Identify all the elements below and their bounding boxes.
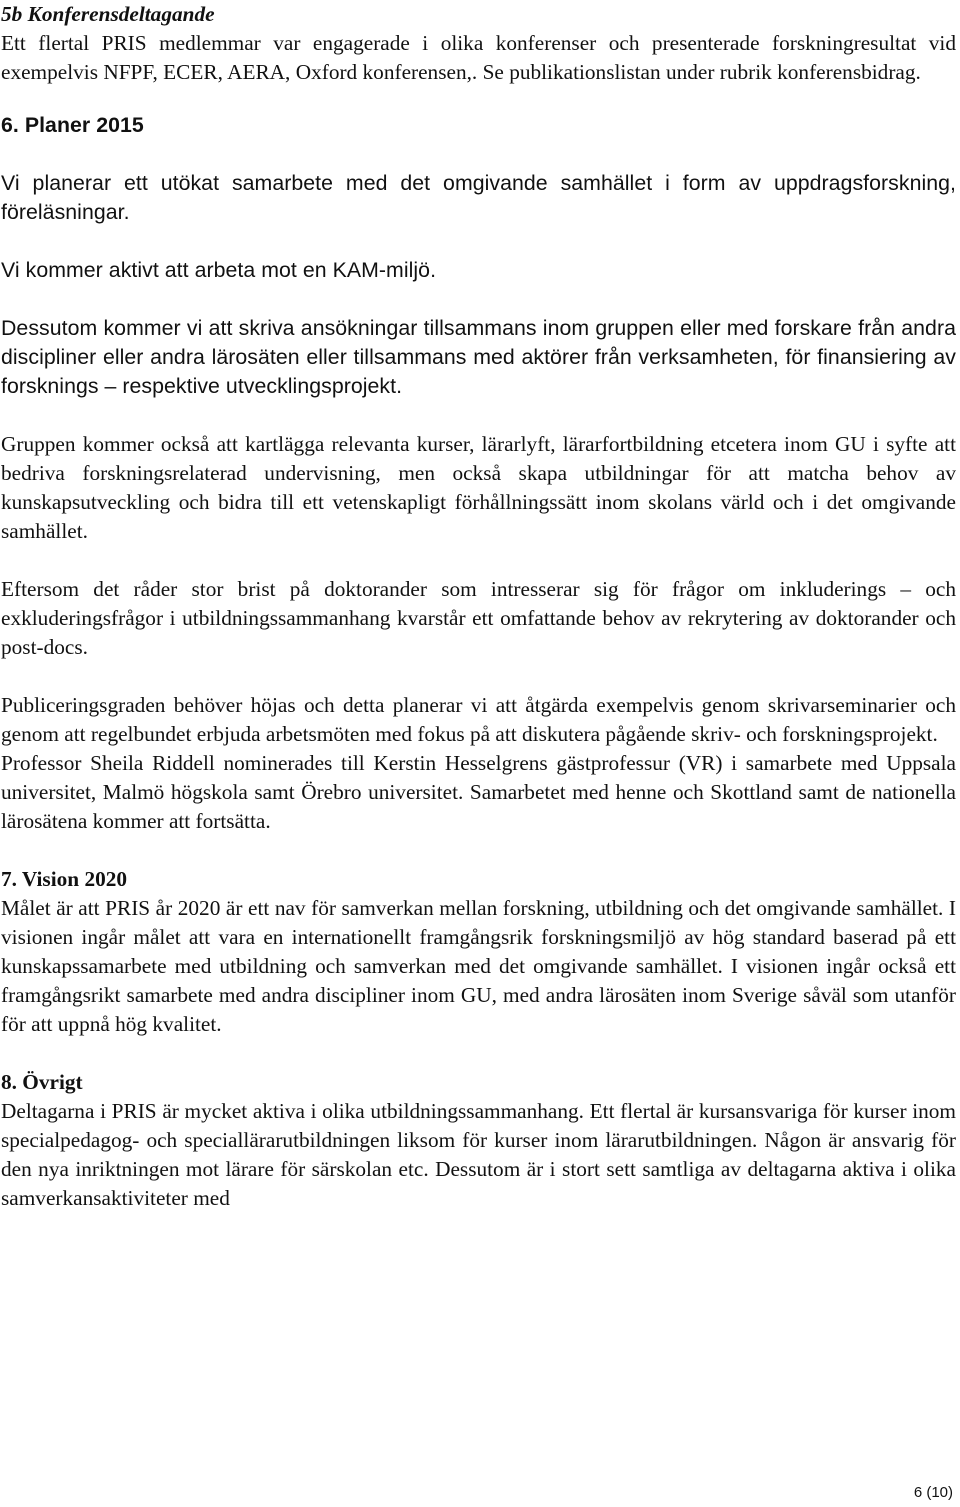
page-number: 6 (10) — [913, 1484, 953, 1501]
spacer — [1, 1039, 956, 1068]
paragraph-konferens: Ett flertal PRIS medlemmar var engagerade i olika konferenser och presenterade forskningresultat vid exempelvis NFPF, ECER, AERA, Oxford konferensen,. Se publikationslistan under rubrik konferensbidrag. — [1, 31, 956, 84]
spacer — [1, 227, 956, 256]
paragraph-vision: Målet är att PRIS år 2020 är ett nav för samverkan mellan forskning, utbildning och det omgivande samhället. I visionen ingår målet att vara en internationellt framgångsrik forskningsmiljö av hög standard baserad på ett kunskapssamarbete med utbildning och samverkan med det omgivande samhället. I visionen ingår också ett framgångsrikt samarbete med andra discipliner inom GU, med andra lärosäten inom Sverige såväl som utanför för att uppnå hög kvalitet. — [1, 896, 956, 1036]
heading-planer-2015: 6. Planer 2015 — [1, 113, 144, 137]
heading-konferensdeltagande: 5b Konferensdeltagande — [1, 2, 215, 26]
paragraph-ovrigt: Deltagarna i PRIS är mycket aktiva i olika utbildningssammanhang. Ett flertal är kursansvariga för kurser inom specialpedagog- och speciallärarutbildningen liksom för kurser inom lärarutbildningen. Någon är ansvarig för den nya inriktningen mot lärare för särskolan etc. Dessutom är i stort sett samtliga av deltagarna aktiva i olika samverkansaktiviteter med — [1, 1099, 956, 1210]
heading-ovrigt: 8. Övrigt — [1, 1070, 83, 1094]
spacer — [1, 285, 956, 314]
paragraph-planer-kam: Vi kommer aktivt att arbeta mot en KAM-miljö. — [1, 258, 437, 282]
paragraph-planer-riddell: Professor Sheila Riddell nominerades till Kerstin Hesselgrens gästprofessur (VR) i samarbete med Uppsala universitet, Malmö högskola samt Örebro universitet. Samarbetet med henne och Skottland samt de nationella lärosätena kommer att fortsätta. — [1, 751, 956, 833]
spacer — [1, 140, 956, 169]
spacer — [1, 87, 956, 111]
spacer — [1, 662, 956, 691]
spacer — [1, 836, 956, 865]
paragraph-planer-kartlagga: Gruppen kommer också att kartlägga relevanta kurser, lärarlyft, lärarfortbildning etcetera inom GU i syfte att bedriva forskningsrelaterad undervisning, men också skapa utbildningar för att matcha behov av kunskapsutveckling och bidra till ett vetenskapligt förhållningssätt inom skolans värld och i det omgivande samhället. — [1, 432, 956, 543]
heading-vision-2020: 7. Vision 2020 — [1, 867, 128, 891]
spacer — [1, 546, 956, 575]
document-content — [1, 0, 956, 1213]
paragraph-planer-publicering: Publiceringsgraden behöver höjas och detta planerar vi att åtgärda exempelvis genom skrivarseminarier och genom att regelbundet erbjuda arbetsmöten med fokus på att diskutera pågående skriv- och forskningsprojekt. — [1, 693, 956, 746]
spacer — [1, 401, 956, 430]
paragraph-planer-samarbete: Vi planerar ett utökat samarbete med det omgivande samhället i form av uppdragsforskning, föreläsningar. — [1, 171, 956, 224]
paragraph-planer-ansokningar: Dessutom kommer vi att skriva ansökningar tillsammans inom gruppen eller med forskare från andra discipliner eller andra lärosäten eller tillsammans med aktörer från verksamheten, för finansiering av forsknings – respektive utvecklingsprojekt. — [1, 316, 956, 398]
paragraph-planer-doktorander: Eftersom det råder stor brist på doktorander som intresserar sig för frågor om inkluderings – och exkluderingsfrågor i utbildningssammanhang kvarstår ett omfattande behov av rekrytering av doktorander och post-docs. — [1, 577, 956, 659]
